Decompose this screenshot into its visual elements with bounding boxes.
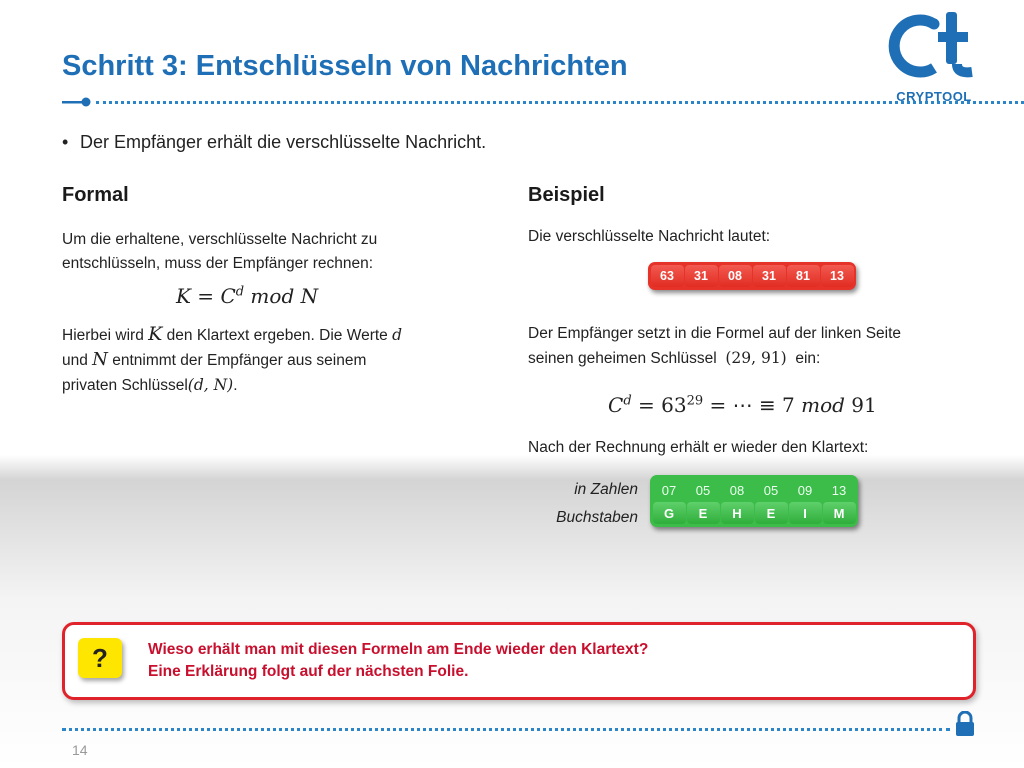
formula-mod: mod N [244,284,319,308]
formal-text-1: Hierbei wird [62,327,149,344]
formula-k: K [176,284,191,308]
example-desc-2: seinen geheimen Schlüssel [528,350,717,367]
formal-text-4: entnimmt der Empfänger aus seinem [107,352,367,369]
example-intro: Die verschlüsselte Nachricht lautet: [528,228,771,245]
plain-number: 09 [797,482,813,498]
cipher-block: 63 [651,265,684,287]
cipher-block: 31 [753,265,786,287]
formal-text-6: . [233,377,238,394]
formal-text-3: und [62,352,93,369]
plain-letter: E [755,502,788,524]
plain-letter: I [789,502,822,524]
example-description [528,322,988,371]
intro-bullet [62,132,486,153]
plain-letter: M [823,502,856,524]
plain-number: 05 [763,482,779,498]
formal-explanation [62,322,482,398]
cryptool-logo-mark [888,10,980,82]
example-desc-1: Der Empfänger setzt in die Formel auf der linken Seite [528,325,902,342]
plain-letter: E [687,502,720,524]
plain-number: 13 [831,482,847,498]
formal-text-5: privaten Schlüssel [62,377,188,394]
private-key-tuple: (d, N) [187,376,234,394]
secret-key-tuple: (29, 91) [725,349,787,367]
page-number: 14 [72,742,88,758]
plain-letter: G [653,502,686,524]
decryption-formula [176,284,318,309]
cipher-block: 81 [787,265,820,287]
calc-d: d [623,393,632,409]
cryptool-logo [888,10,980,104]
key-icon [62,97,92,107]
bullet-dot: • [62,132,69,152]
question-text [148,639,648,683]
ciphertext-blocks [648,262,856,290]
question-line-1: Wieso erhält man mit diesen Formeln am Ende wieder den Klartext? [148,641,649,658]
title-divider [96,101,1024,104]
calc-part-1: = 63 [631,393,687,417]
footer-divider [62,728,950,731]
example-desc-3: ein: [795,350,821,367]
formal-intro: Um die erhaltene, verschlüsselte Nachricht zu entschlüsseln, muss der Empfänger rechnen: [62,231,378,272]
plain-number: 08 [729,482,745,498]
formal-text-2: den Klartext ergeben. Die Werte [162,327,393,344]
formal-heading: Formal [62,184,129,206]
logo-text: CRYPTOOL [896,89,972,104]
result-intro: Nach der Rechnung erhält er wieder den Klartext: [528,439,869,456]
formula-eq: = [190,284,221,308]
calc-mod: mod [801,393,845,417]
question-mark-icon: ? [78,638,122,678]
question-line-2: Eine Erklärung folgt auf der nächsten Folie. [148,663,469,680]
plaintext-blocks [650,475,858,527]
lock-icon [954,711,976,737]
var-k: K [148,323,163,345]
calc-part-3: 91 [844,393,877,417]
label-letters: Buchstaben [556,509,638,526]
formula-c: C [220,284,236,308]
example-heading: Beispiel [528,184,605,206]
calc-part-2: = ⋯ ≡ 7 [703,393,802,417]
example-calculation [608,393,877,418]
plain-number: 07 [661,482,677,498]
slide-title: Schritt 3: Entschlüsseln von Nachrichten [62,50,628,82]
calc-c: C [608,393,624,417]
label-numbers: in Zahlen [574,481,638,498]
bullet-text: Der Empfänger erhält die verschlüsselte Nachricht. [80,132,487,152]
var-d: d [392,326,403,344]
cipher-block: 31 [685,265,718,287]
var-n: N [92,349,108,370]
formula-d: d [235,284,245,300]
plain-letter: H [721,502,754,524]
cipher-block: 13 [821,265,854,287]
calc-exp: 29 [686,393,704,409]
cipher-block: 08 [719,265,752,287]
plain-number: 05 [695,482,711,498]
